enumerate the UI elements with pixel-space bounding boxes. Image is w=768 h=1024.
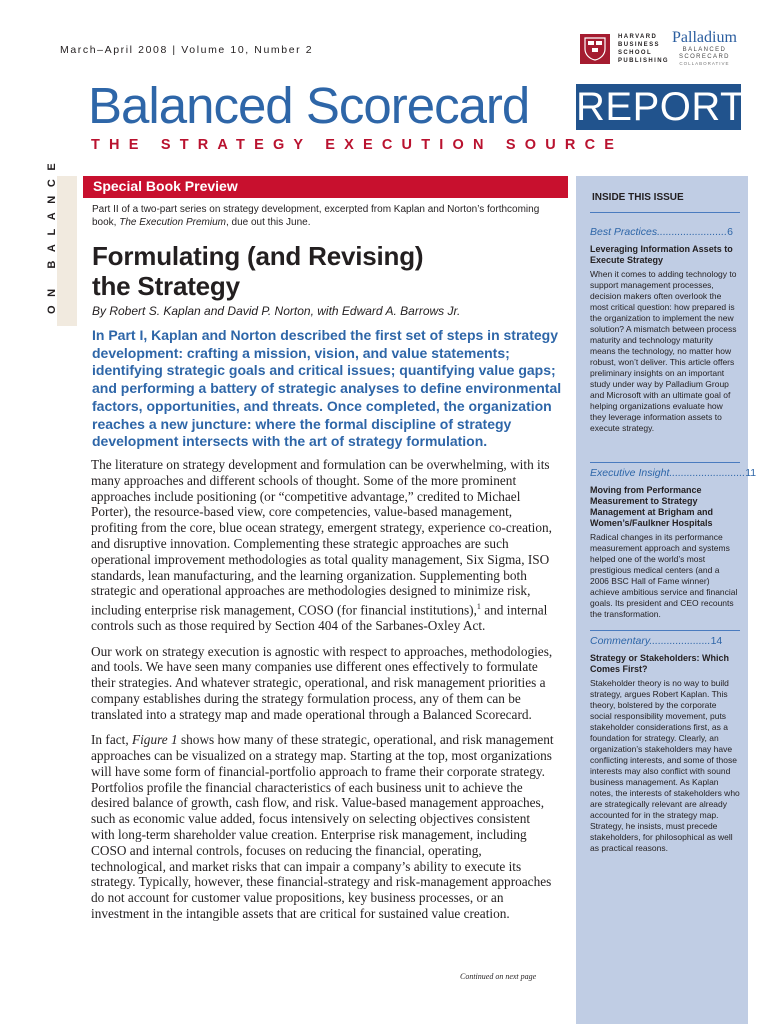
tagline: THE STRATEGY EXECUTION SOURCE: [91, 137, 624, 153]
palladium-name: Palladium: [672, 29, 737, 46]
sidebar-article-summary: Radical changes in its performance measurement approach and systems helped one of the world’s most prestigious medical centers (and a 2006 BSC Hall of Fame winner) achieve ambitious service and financial goals. Its president and CEO recounts the transformation.: [590, 532, 738, 619]
column-label: ON BALANCE: [46, 154, 58, 314]
body-paragraph: [91, 457, 556, 634]
headline-line: Formulating (and Revising): [92, 241, 424, 271]
toc-category: Best Practices: [590, 226, 658, 238]
palladium-sub-line: SCORECARD: [678, 54, 730, 60]
hbs-line: HARVARD: [618, 34, 658, 40]
toc-page: 14: [710, 635, 723, 647]
sidebar-divider: [590, 212, 740, 213]
hbs-line: BUSINESS: [618, 42, 660, 48]
sidebar-article-summary: Stakeholder theory is no way to build strategy, argues Robert Kaplan. This theory, bolstered by the corporate social responsibility movement, puts stakeholder considerations first, as a foundation for strategy. Clearly, an organization’s stakeholders may have conflicting interests, and some of those interests may also conflict with sound business management. As Kaplan notes, the interests of stakeholders who are strategically relevant are already accounted for in the strategy map. Strategy, he insists, must precede stakeholders, for philosophical as well as practical reasons.: [590, 678, 740, 853]
report-label: REPORT: [576, 85, 745, 129]
toc-category: Commentary: [590, 635, 650, 647]
palladium-sub-line: BALANCED: [682, 47, 727, 53]
toc-entry: [590, 635, 740, 647]
palladium-logo: [672, 29, 737, 66]
sidebar-heading: INSIDE THIS ISSUE: [592, 192, 684, 203]
column-label-bar: [57, 176, 77, 326]
hbs-logo: [580, 33, 669, 65]
body-text: In fact,: [91, 732, 132, 748]
intro-book-title: The Execution Premium: [119, 216, 226, 228]
sidebar-article-title: Moving from Performance Measurement to Strategy Management at Brigham and Women’s/Faulkner Hospitals: [590, 485, 714, 528]
sidebar-section: [590, 467, 757, 620]
sidebar-section: [590, 226, 740, 434]
toc-leader: .....................: [649, 635, 711, 647]
sidebar-article-title: Leveraging Information Assets to Execute Strategy: [590, 244, 733, 265]
sidebar-section: [590, 635, 740, 854]
hbs-line: PUBLISHING: [618, 58, 670, 64]
hbs-line: SCHOOL: [618, 50, 653, 56]
toc-leader: ........................: [657, 226, 728, 238]
article-body: [91, 457, 556, 931]
body-text: shows how many of these strategic, operational, and risk management approaches can be visualized on a strategy map. Starting at the top, most organizations will have some form of financial-portfolio approach to frame their corporate strategy. Portfolios profile the financial characteristics of each business unit to achieve the desired balance of growth, cash flow, and risk. Value-based management approaches, such as economic value added, focus intensively on selecting objectives consistent with long-term shareholder value creation. Enterprise risk management, including COSO and internal controls, focuses on reducing the financial, operating, technological, and market risks that can impair a company’s ability to execute its strategy. Typically, however, these financial-strategy and risk-management approaches do not account for customer value propositions, key business processes, or an investment in the intangible assets that are critical for sustained value creation.: [91, 732, 554, 921]
headline-line: the Strategy: [92, 271, 240, 301]
issue-info: March–April 2008 | Volume 10, Number 2: [60, 44, 314, 56]
toc-page: 6: [727, 226, 733, 238]
veritas-shield-icon: [580, 34, 610, 64]
sidebar-article-title: Strategy or Stakeholders: Which Comes First?: [590, 653, 730, 674]
sidebar-divider: [590, 462, 740, 463]
sidebar-divider: [590, 630, 740, 631]
sidebar-article-summary: When it comes to adding technology to support management processes, decision makers often overlook the most critical question: how prepared is the organization to implement the new solution? A mismatch between process maturity and technology maturity means the technology, no matter how robust, won’t deliver. This article offers preliminary insights on an important study under way by Palladium Group and Microsoft with an ultimate goal of helping organizations evaluate how they leverage information assets to execute strategy.: [590, 269, 737, 433]
toc-leader: ..........................: [669, 467, 746, 479]
section-label: Special Book Preview: [93, 178, 238, 194]
toc-page: 11: [745, 467, 757, 479]
article-headline: [92, 241, 423, 301]
article-intro: [92, 204, 562, 229]
byline: By Robert S. Kaplan and David P. Norton, with Edward A. Barrows Jr.: [92, 304, 461, 318]
figure-reference: Figure 1: [131, 732, 178, 748]
palladium-tiny: COLLABORATIVE: [679, 61, 730, 66]
article-deck: In Part I, Kaplan and Norton described the first set of steps in strategy development: crafting a mission, vision, and value statements; identifying strategic goals and critical issues; quantifying value gaps; and performing a battery of strategic analyses to define environmental factors, opportunities, and threats. Once completed, the organization reaches a new juncture: where the formal discipline of strategy development intersects with the art of strategy formulation.: [92, 327, 562, 450]
toc-entry: [590, 467, 757, 479]
body-text: The literature on strategy development and formulation can be overwhelming, with its many approaches and different schools of thought. Some of the more prominent approaches include positioning (or “competitive advantage,” credited to Michael Porter), the resource-based view, core competencies, value-based management, profiting from the core, blue ocean strategy, emergent strategy, experience co-creation, and disruptive innovation. Complementing these strategic approaches are such operational improvement methodologies as total quality management, Six Sigma, ISO standards, lean manufacturing, and the learning organization. Supplementing both strategic and operational approaches are methodologies designed to minimize risk, including enterprise risk management, COSO (for financial institutions),: [91, 457, 552, 618]
body-paragraph: [91, 732, 556, 922]
body-paragraph: Our work on strategy execution is agnostic with respect to approaches, methodologies, and tools. We have seen many companies use different ones effectively to formulate their strategies. And whatever strategic, operational, and risk management priorities a company establishes during the strategy formulation process, any of them can be translated into a strategy map and made operational through a Balanced Scorecard.: [91, 643, 553, 722]
intro-end: , due out this June.: [225, 216, 311, 228]
toc-category: Executive Insight: [590, 467, 670, 479]
body-text: and internal controls such as those required by Section 404 of the Sarbanes-Oxley Act.: [91, 602, 548, 634]
publication-title: Balanced Scorecard: [88, 77, 530, 134]
toc-entry: [590, 226, 740, 238]
intro-text: Part II of a two-part series on strategy development, excerpted from Kaplan and Norton’s forthcoming book,: [92, 204, 540, 228]
footnote-marker: 1: [476, 602, 481, 612]
continued-note: Continued on next page: [460, 972, 537, 981]
section-banner: [83, 176, 568, 198]
